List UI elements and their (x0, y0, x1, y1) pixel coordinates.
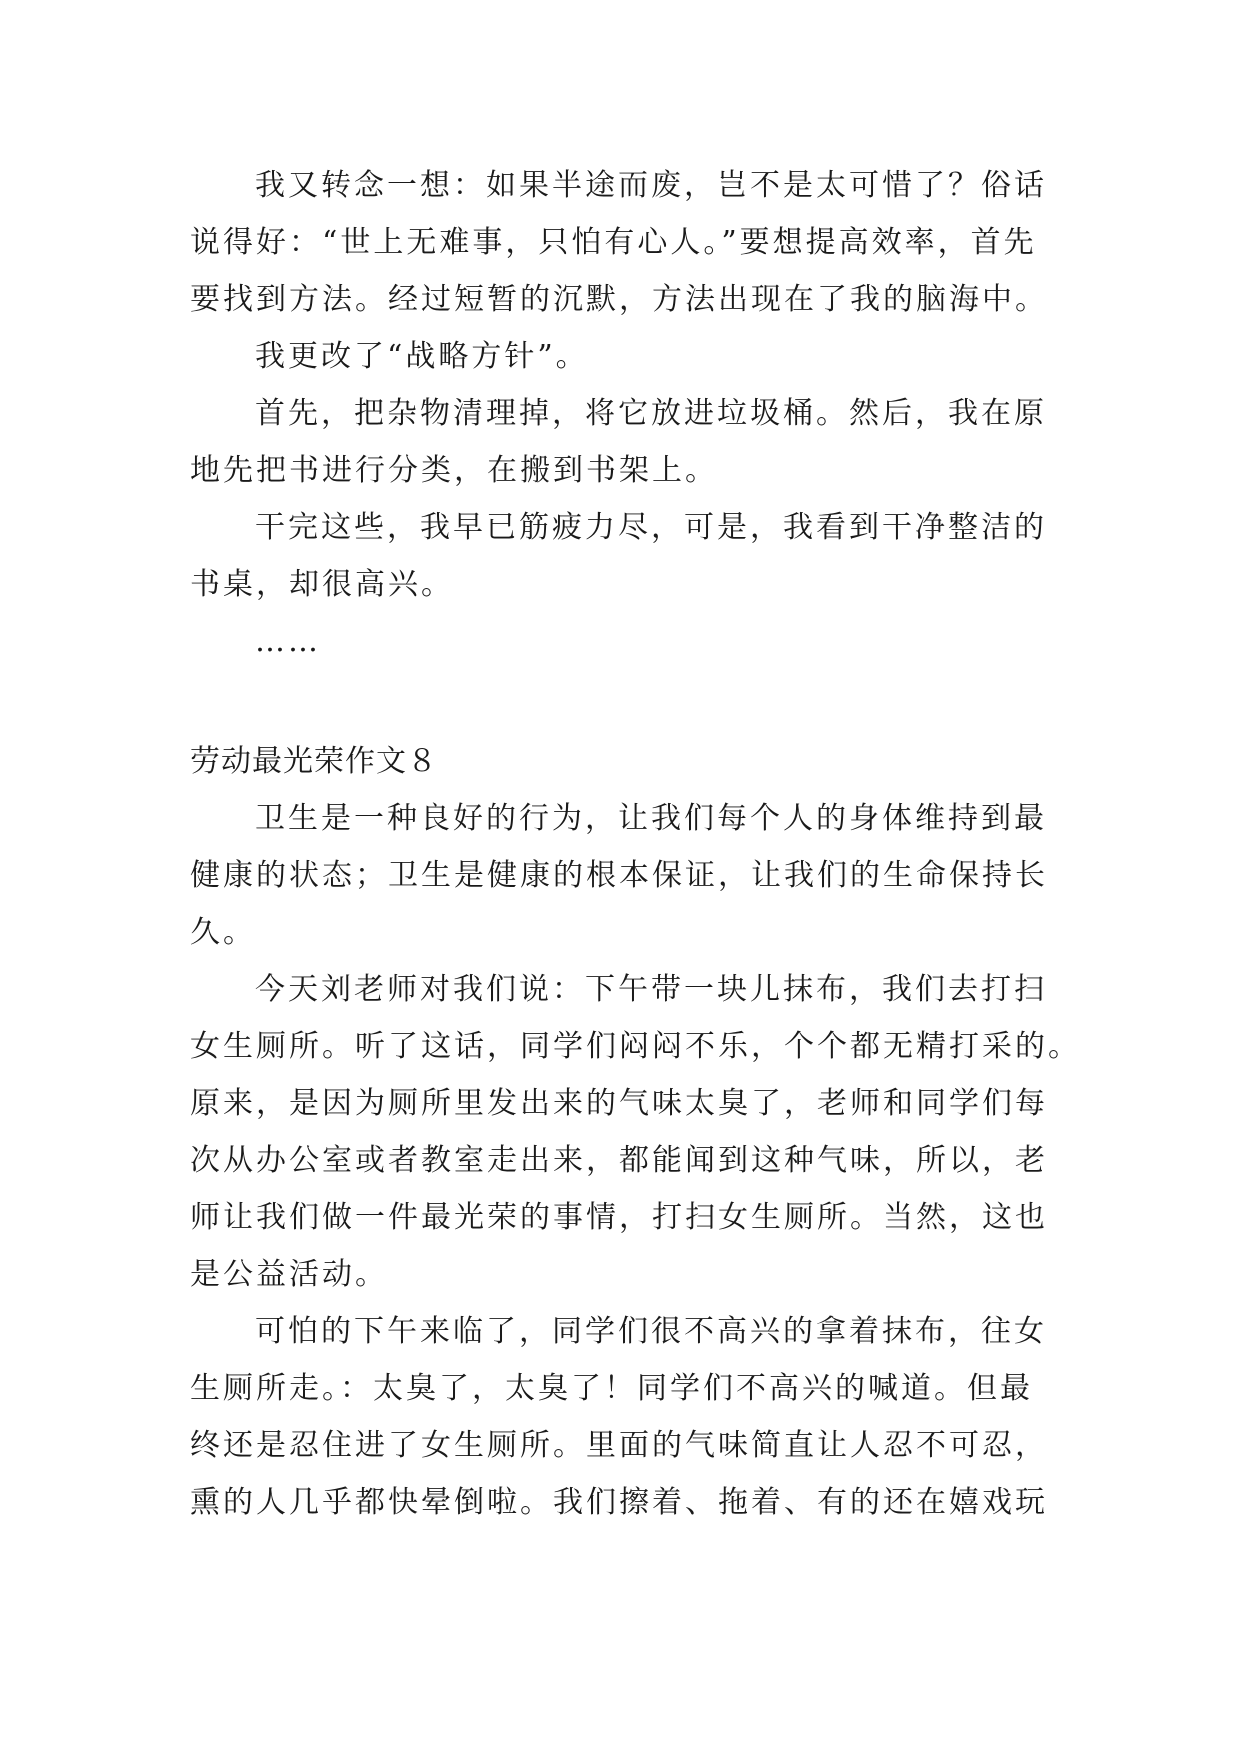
paragraph-line: 久。 (190, 915, 256, 950)
paragraph-line: 生厕所走。：太臭了，太臭了！同学们不高兴的喊道。但最 (190, 1371, 1033, 1406)
paragraph-line: 终还是忍住进了女生厕所。里面的气味简直让人忍不可忍， (190, 1428, 1048, 1463)
paragraph-line: 我更改了“战略方针”。 (255, 339, 589, 374)
paragraph-line: 次从办公室或者教室走出来，都能闻到这种气味，所以，老 (190, 1143, 1048, 1178)
paragraph-line: 说得好：“世上无难事，只怕有心人。”要想提高效率，首先 (190, 225, 1037, 260)
section-heading: 劳动最光荣作文８ (190, 744, 438, 779)
paragraph-line: 今天刘老师对我们说：下午带一块儿抹布，我们去打扫 (255, 972, 1047, 1007)
paragraph-line: 要找到方法。经过短暂的沉默，方法出现在了我的脑海中。 (190, 282, 1048, 317)
paragraph-line: 我又转念一想：如果半途而废，岂不是太可惜了？俗话 (255, 168, 1047, 203)
paragraph-line: 原来，是因为厕所里发出来的气味太臭了，老师和同学们每 (190, 1086, 1048, 1121)
paragraph-line: 首先，把杂物清理掉，将它放进垃圾桶。然后，我在原 (255, 396, 1047, 431)
paragraph-line: 可怕的下午来临了，同学们很不高兴的拿着抹布，往女 (255, 1314, 1047, 1349)
paragraph-line: 卫生是一种良好的行为，让我们每个人的身体维持到最 (255, 801, 1047, 836)
paragraph-line: 师让我们做一件最光荣的事情，打扫女生厕所。当然，这也 (190, 1200, 1048, 1235)
paragraph-line: 干完这些，我早已筋疲力尽，可是，我看到干净整洁的 (255, 510, 1047, 545)
ellipsis-line: …… (255, 624, 321, 659)
paragraph-line: 是公益活动。 (190, 1257, 388, 1292)
paragraph-line: 熏的人几乎都快晕倒啦。我们擦着、拖着、有的还在嬉戏玩 (190, 1485, 1048, 1520)
paragraph-line: 健康的状态；卫生是健康的根本保证，让我们的生命保持长 (190, 858, 1048, 893)
paragraph-line: 地先把书进行分类，在搬到书架上。 (190, 453, 718, 488)
paragraph-line: 书桌，却很高兴。 (190, 567, 454, 602)
paragraph-line: 女生厕所。听了这话，同学们闷闷不乐，个个都无精打采的。 (190, 1029, 1081, 1064)
